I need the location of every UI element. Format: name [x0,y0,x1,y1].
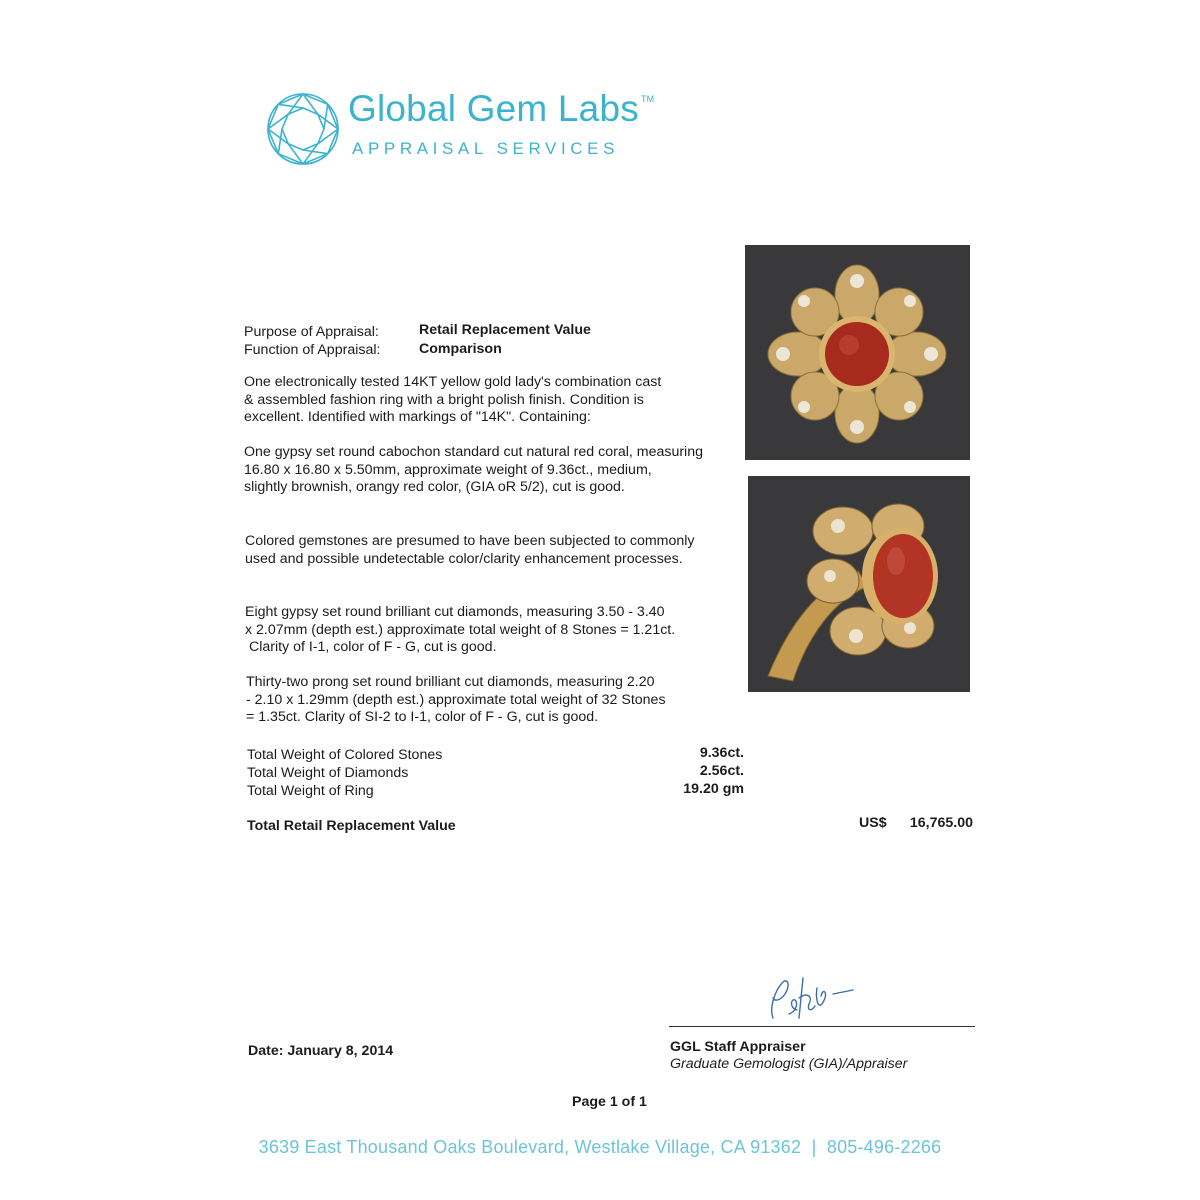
total-ring-label: Total Weight of Ring [247,783,374,799]
purpose-value: Retail Replacement Value [419,322,591,338]
diamond-logo-icon [266,92,340,166]
brand-name: Global Gem Labs ™ [348,88,655,129]
purpose-label: Purpose of Appraisal: [244,324,379,340]
total-colored-label: Total Weight of Colored Stones [247,747,443,763]
gypsy-diamonds-description: Eight gypsy set round brilliant cut diamonds, measuring 3.50 - 3.40 x 2.07mm (depth est.) approximate total weight of 8 Stones = 1.21ct. Clarity of I-1, color of F - G, cut is good. [245,604,676,655]
function-value: Comparison [419,341,502,357]
coral-description: One gypsy set round cabochon standard cut natural red coral, measuring 16.80 x 16.80 x 5.50mm, approximate weight of 9.36ct., medium, slightly brownish, orangy red color, (GIA oR 5/2), cut is good. [244,444,703,495]
total-diamonds-value: 2.56ct. [699,763,744,779]
footer-address: 3639 East Thousand Oaks Boulevard, Westlake Village, CA 91362 | 805-496-2266 [258,1137,942,1157]
total-ring-value: 19.20 gm [683,781,744,797]
retail-value-label: Total Retail Replacement Value [247,818,456,834]
retail-value-amount: 16,765.00 [909,815,973,831]
ring-description: One electronically tested 14KT yellow gold lady's combination cast & assembled fashion ring with a bright polish finish. Condition is excellent. Identified with markings of "14K". Containing: [244,374,662,425]
prong-diamonds-description: Thirty-two prong set round brilliant cut diamonds, measuring 2.20 - 2.10 x 1.29mm (depth est.) approximate total weight of 32 Stones = 1.35ct. Clarity of SI-2 to I-1, color of F - G, cut is good. [246,674,666,725]
appraiser-title: Graduate Gemologist (GIA)/Appraiser [670,1056,908,1072]
signature-line [669,1026,975,1027]
function-label: Function of Appraisal: [244,342,381,358]
appraisal-date: Date: January 8, 2014 [248,1043,394,1059]
ring-side-view-photo [748,476,970,692]
ring-top-view-photo [745,245,970,460]
total-colored-value: 9.36ct. [699,745,744,761]
currency-label: US$ [859,815,887,831]
brand-subtitle: APPRAISAL SERVICES [352,139,620,158]
page-number: Page 1 of 1 [572,1094,647,1110]
appraiser-signature [755,968,875,1028]
trademark-mark: TM [640,94,655,104]
total-diamonds-label: Total Weight of Diamonds [247,765,409,781]
appraiser-name: GGL Staff Appraiser [670,1039,806,1055]
enhancement-disclaimer: Colored gemstones are presumed to have been subjected to commonly used and possible undetectable color/clarity enhancement processes. [245,533,695,567]
